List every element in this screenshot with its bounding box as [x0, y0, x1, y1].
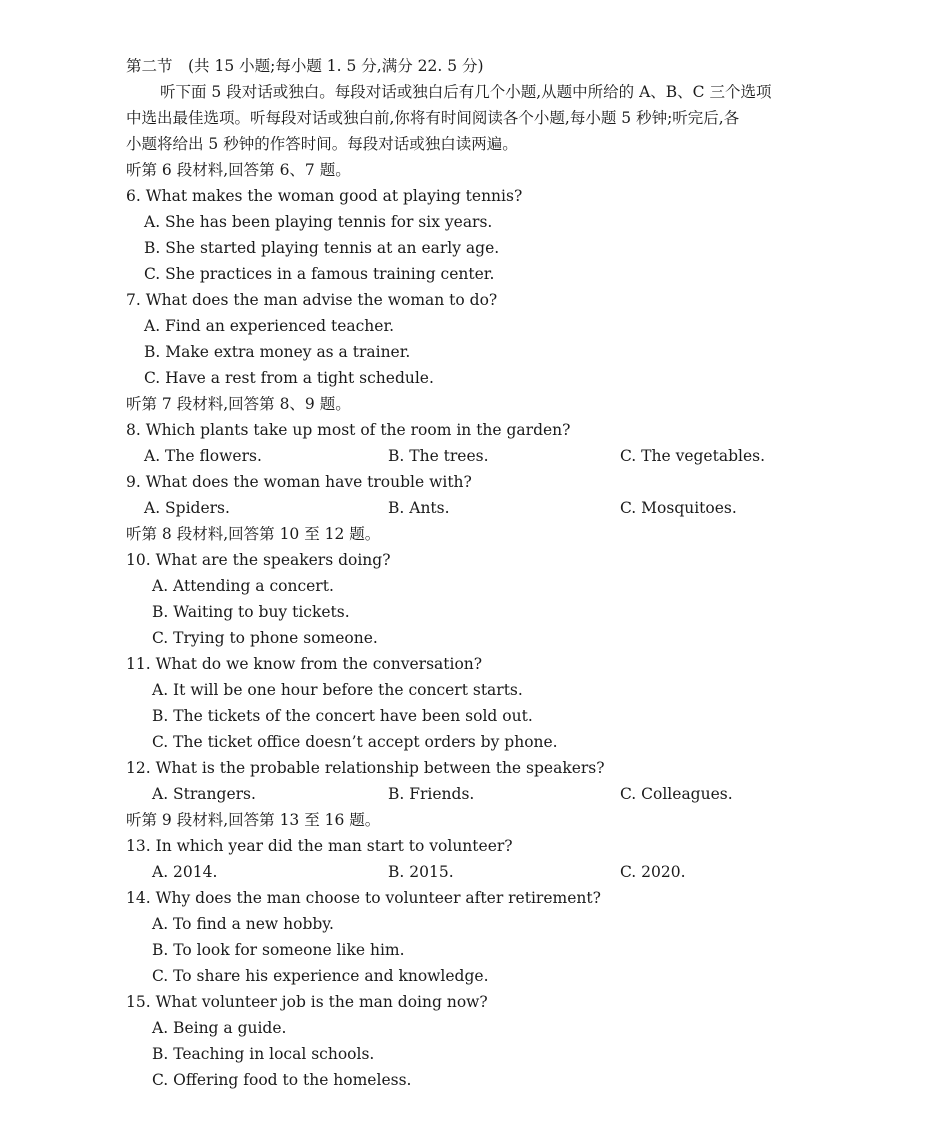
group-heading-6: 听第 6 段材料,回答第 6、7 题。 — [126, 161, 351, 179]
question-6-option-a: A. She has been playing tennis for six years. — [144, 213, 493, 231]
question-8-option-b: B. The trees. — [388, 447, 489, 465]
section-heading: 第二节 (共 15 小题;每小题 1. 5 分,满分 22. 5 分) — [126, 57, 484, 75]
question-13-option-c: C. 2020. — [620, 863, 686, 881]
question-12-stem: 12. What is the probable relationship between the speakers? — [126, 759, 605, 777]
question-7-option-b: B. Make extra money as a trainer. — [144, 343, 411, 361]
instruction-line-3: 小题将给出 5 秒钟的作答时间。每段对话或独白读两遍。 — [126, 135, 518, 153]
question-12-option-a: A. Strangers. — [152, 785, 256, 803]
group-heading-9: 听第 9 段材料,回答第 13 至 16 题。 — [126, 811, 381, 829]
question-14-option-a: A. To find a new hobby. — [152, 915, 334, 933]
question-13-stem: 13. In which year did the man start to volunteer? — [126, 837, 513, 855]
question-15-option-c: C. Offering food to the homeless. — [152, 1071, 412, 1089]
instruction-line-2: 中选出最佳选项。听每段对话或独白前,你将有时间阅读各个小题,每小题 5 秒钟;听完后,各 — [126, 109, 740, 127]
question-13-option-a: A. 2014. — [152, 863, 218, 881]
question-7-stem: 7. What does the man advise the woman to do? — [126, 291, 498, 309]
question-11-option-b: B. The tickets of the concert have been sold out. — [152, 707, 533, 725]
question-12-option-c: C. Colleagues. — [620, 785, 733, 803]
question-8-option-a: A. The flowers. — [144, 447, 262, 465]
question-7-option-a: A. Find an experienced teacher. — [144, 317, 395, 335]
question-7-option-c: C. Have a rest from a tight schedule. — [144, 369, 434, 387]
question-10-option-c: C. Trying to phone someone. — [152, 629, 378, 647]
question-10-option-a: A. Attending a concert. — [152, 577, 334, 595]
group-heading-8: 听第 8 段材料,回答第 10 至 12 题。 — [126, 525, 381, 543]
question-6-stem: 6. What makes the woman good at playing tennis? — [126, 187, 523, 205]
question-13-option-b: B. 2015. — [388, 863, 454, 881]
question-11-option-a: A. It will be one hour before the concert starts. — [152, 681, 523, 699]
question-10-stem: 10. What are the speakers doing? — [126, 551, 391, 569]
question-14-option-c: C. To share his experience and knowledge. — [152, 967, 489, 985]
question-9-option-c: C. Mosquitoes. — [620, 499, 737, 517]
question-9-option-a: A. Spiders. — [144, 499, 230, 517]
question-8-stem: 8. Which plants take up most of the room in the garden? — [126, 421, 571, 439]
question-9-stem: 9. What does the woman have trouble with? — [126, 473, 472, 491]
question-8-option-c: C. The vegetables. — [620, 447, 766, 465]
question-11-option-c: C. The ticket office doesn’t accept orders by phone. — [152, 733, 558, 751]
group-heading-7: 听第 7 段材料,回答第 8、9 题。 — [126, 395, 351, 413]
question-9-option-b: B. Ants. — [388, 499, 450, 517]
question-6-option-b: B. She started playing tennis at an early age. — [144, 239, 500, 257]
instruction-line-1: 听下面 5 段对话或独白。每段对话或独白后有几个小题,从题中所给的 A、B、C 三个选项 — [160, 83, 772, 101]
question-15-stem: 15. What volunteer job is the man doing now? — [126, 993, 488, 1011]
question-6-option-c: C. She practices in a famous training center. — [144, 265, 495, 283]
question-14-stem: 14. Why does the man choose to volunteer after retirement? — [126, 889, 601, 907]
question-11-stem: 11. What do we know from the conversation? — [126, 655, 483, 673]
question-12-option-b: B. Friends. — [388, 785, 475, 803]
question-15-option-b: B. Teaching in local schools. — [152, 1045, 375, 1063]
question-15-option-a: A. Being a guide. — [152, 1019, 287, 1037]
question-10-option-b: B. Waiting to buy tickets. — [152, 603, 350, 621]
question-14-option-b: B. To look for someone like him. — [152, 941, 405, 959]
